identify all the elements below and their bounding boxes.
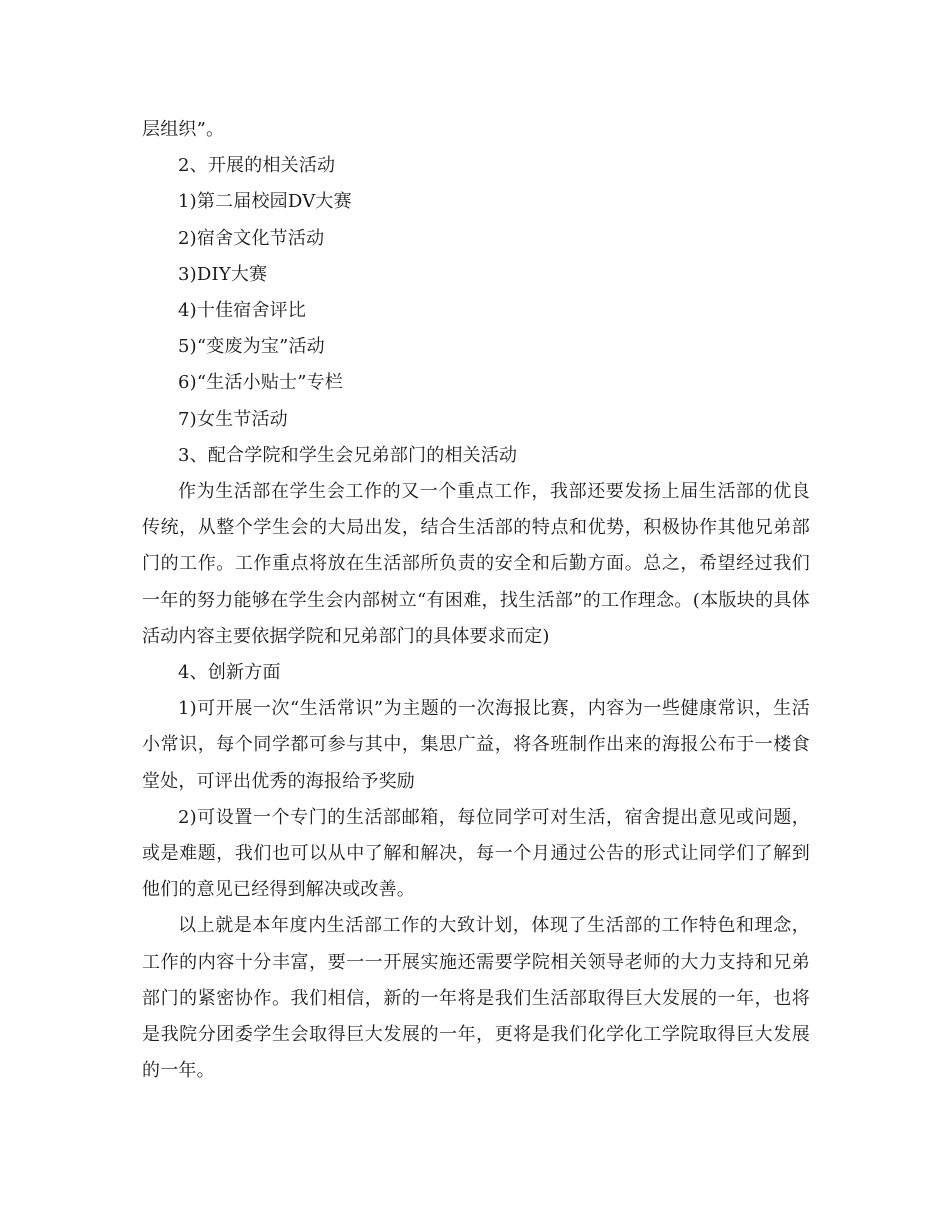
list-item: 5)“变废为宝”活动 <box>178 336 325 358</box>
paragraph-innovation-poster: 1)可开展一次“生活常识”为主题的一次海报比赛，内容为一些健康常识，生活小常识，每个同学都可参与其中，集思广益，将各班制作出来的海报公布于一楼食堂处，可评出优秀的海报给予奖励 <box>142 698 810 792</box>
section-heading-innovation: 4、创新方面 <box>178 662 281 684</box>
list-item: 6)“生活小贴士”专栏 <box>178 372 344 394</box>
list-item: 3)DIY大赛 <box>178 263 268 285</box>
list-item: 7)女生节活动 <box>178 408 288 430</box>
list-item: 4)十佳宿舍评比 <box>178 300 307 322</box>
document-body <box>142 112 810 1089</box>
list-item: 1)第二届校园DV大赛 <box>178 191 352 213</box>
section-heading-cooperation: 3、配合学院和学生会兄弟部门的相关活动 <box>178 444 518 466</box>
paragraph-conclusion: 以上就是本年度内生活部工作的大致计划，体现了生活部的工作特色和理念，工作的内容十分丰富，要一一开展实施还需要学院相关领导老师的大力支持和兄弟部门的紧密协作。我们相信，新的一年将是我们生活部取得巨大发展的一年，也将是我院分团委学生会取得巨大发展的一年，更将是我们化学化工学院取得巨大发展的一年。 <box>142 915 810 1082</box>
list-item: 2)宿舍文化节活动 <box>178 227 325 249</box>
paragraph-cooperation: 作为生活部在学生会工作的又一个重点工作，我部还要发扬上届生活部的优良传统，从整个学生会的大局出发，结合生活部的特点和优势，积极协作其他兄弟部门的工作。工作重点将放在生活部所负责的安全和后勤方面。总之，希望经过我们一年的努力能够在学生会内部树立“有困难，找生活部”的工作理念。(本版块的具体活动内容主要依据学院和兄弟部门的具体要求而定) <box>142 481 810 647</box>
section-heading-activities: 2、开展的相关活动 <box>178 155 336 177</box>
paragraph-continuation: 层组织”。 <box>142 119 225 140</box>
paragraph-innovation-mailbox: 2)可设置一个专门的生活部邮箱，每位同学可对生活，宿舍提出意见或问题，或是难题，我们也可以从中了解和解决，每一个月通过公告的形式让同学们了解到他们的意见已经得到解决或改善。 <box>142 806 810 901</box>
